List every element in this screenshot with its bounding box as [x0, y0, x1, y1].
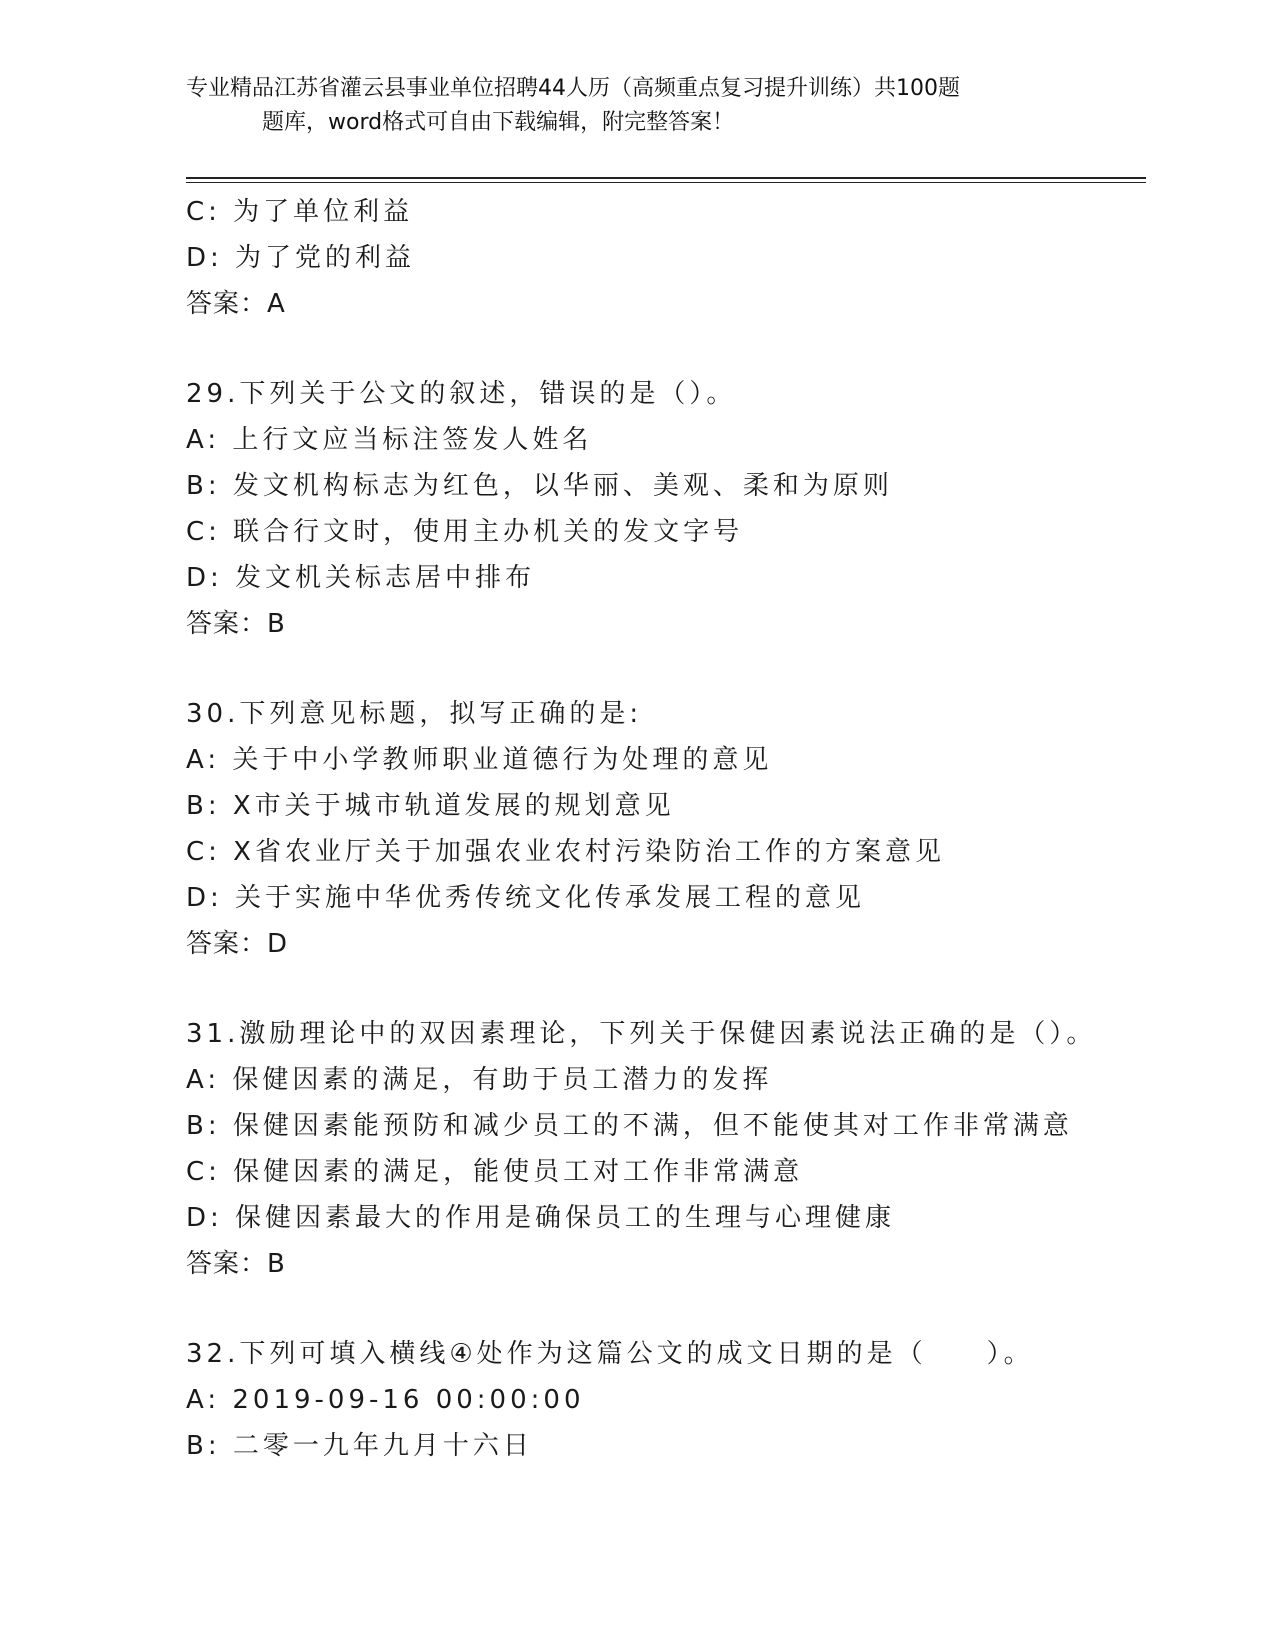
- header-rule-thin: [186, 182, 1146, 183]
- answer-line: 答案：B: [186, 609, 286, 639]
- option-a: A: 保健因素的满足，有助于员工潜力的发挥: [186, 1065, 773, 1095]
- option-a: A: 上行文应当标注签发人姓名: [186, 425, 593, 455]
- option-a: A: 关于中小学教师职业道德行为处理的意见: [186, 745, 773, 775]
- question-stem: 30.下列意见标题，拟写正确的是:: [186, 699, 643, 729]
- option-b: B: X市关于城市轨道发展的规划意见: [186, 791, 675, 821]
- document-header: [186, 72, 1086, 140]
- option-a: A: 2019-09-16 00:00:00: [186, 1385, 585, 1415]
- answer-line: 答案：B: [186, 1249, 286, 1279]
- option-c: C: 保健因素的满足，能使员工对工作非常满意: [186, 1157, 804, 1187]
- option-c: C: X省农业厅关于加强农业农村污染防治工作的方案意见: [186, 837, 945, 867]
- option-d: D: 发文机关标志居中排布: [186, 563, 536, 593]
- question-list: [186, 189, 1146, 1469]
- header-rule-thick: [186, 177, 1146, 179]
- option-b: B: 二零一九年九月十六日: [186, 1431, 533, 1461]
- question-30: [186, 691, 1146, 967]
- prev-question-block: [186, 189, 1146, 327]
- header-title-line2: 题库，word格式可自由下载编辑，附完整答案！: [262, 110, 735, 135]
- option-b: B: 保健因素能预防和减少员工的不满，但不能使其对工作非常满意: [186, 1111, 1073, 1141]
- answer-line: 答案：A: [186, 289, 286, 319]
- header-title-line1: 专业精品江苏省灌云县事业单位招聘44人历（高频重点复习提升训练）共100题: [186, 76, 960, 101]
- question-29: [186, 371, 1146, 647]
- option-d: D: 为了党的利益: [186, 243, 416, 273]
- answer-line: 答案：D: [186, 929, 289, 959]
- option-d: D: 保健因素最大的作用是确保员工的生理与心理健康: [186, 1203, 896, 1233]
- question-stem: 32.下列可填入横线④处作为这篇公文的成文日期的是（ ）。: [186, 1339, 1034, 1369]
- option-d: D: 关于实施中华优秀传统文化传承发展工程的意见: [186, 883, 866, 913]
- question-stem: 29.下列关于公文的叙述，错误的是（）。: [186, 379, 737, 409]
- option-c: C: 联合行文时，使用主办机关的发文字号: [186, 517, 744, 547]
- question-31: [186, 1011, 1146, 1287]
- option-b: B: 发文机构标志为红色，以华丽、美观、柔和为原则: [186, 471, 893, 501]
- option-c: C: 为了单位利益: [186, 197, 414, 227]
- question-stem: 31.激励理论中的双因素理论，下列关于保健因素说法正确的是（）。: [186, 1019, 1097, 1049]
- question-32: [186, 1331, 1146, 1469]
